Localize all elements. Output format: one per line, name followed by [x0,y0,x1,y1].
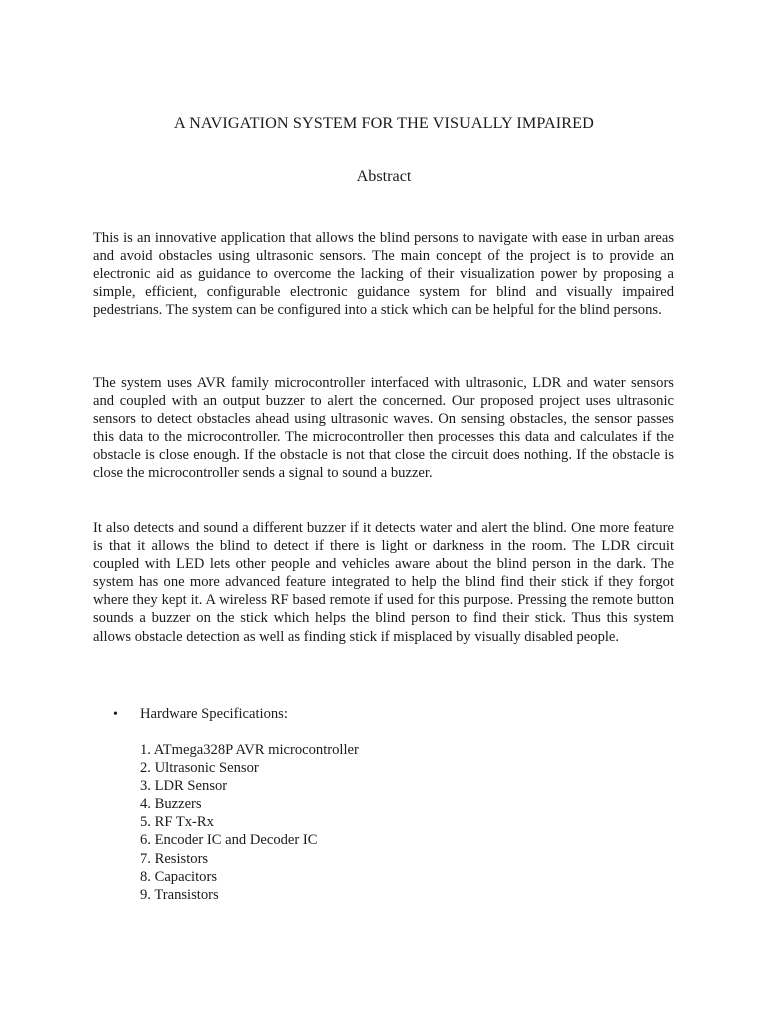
abstract-paragraph-3: It also detects and sound a different buzzer if it detects water and alert the blind. One more feature is that it allows the blind to detect if there is light or darkness in the room. The LDR circuit coupled with LED lets other people and vehicles aware about the blind person in the dark. The system has one more advanced feature integrated to help the blind find their stick if they forgot where they kept it. A wireless RF based remote if used for this purpose. Pressing the remote button sounds a buzzer on the stick which helps the blind person to find their stick. Thus this system allows obstacle detection as well as finding stick if misplaced by visually disabled people. [93,520,674,645]
abstract-heading: Abstract [356,167,412,185]
list-item: 5. RF Tx-Rx [140,814,214,831]
abstract-paragraph-2: The system uses AVR family microcontroller interfaced with ultrasonic, LDR and water sensors and coupled with an output buzzer to alert the concerned. Our proposed project uses ultrasonic sensors to detect obstacles ahead using ultrasonic waves. On sensing obstacles, the sensor passes this data to the microcontroller. The microcontroller then processes this data and calculates if the obstacle is close enough. If the obstacle is not that close the circuit does nothing. If the obstacle is close the microcontroller sends a signal to sound a buzzer. [93,375,674,482]
abstract-paragraph-1: This is an innovative application that allows the blind persons to navigate with ease in urban areas and avoid obstacles using ultrasonic sensors. The main concept of the project is to provide an electronic aid as guidance to overcome the lacking of their visualization power by proposing a simple, efficient, configurable electronic guidance system for blind and visually impaired pedestrians. The system can be configured into a stick which can be helpful for the blind persons. [93,230,674,319]
list-item: 7. Resistors [140,850,209,867]
list-item: 4. Buzzers [140,796,202,813]
list-item: 6. Encoder IC and Decoder IC [140,832,318,849]
hardware-spec-list [140,741,359,904]
hardware-specifications-bullet [113,705,288,724]
list-item: 8. Capacitors [140,868,218,885]
list-item: 9. Transistors [140,886,219,903]
hardware-specifications-label: Hardware Specifications: [140,706,288,722]
document-title: A NAVIGATION SYSTEM FOR THE VISUALLY IMPAIRED [174,114,594,132]
list-item: 3. LDR Sensor [140,778,228,795]
list-item: 2. Ultrasonic Sensor [140,760,259,777]
list-item: 1. ATmega328P AVR microcontroller [140,742,359,758]
bullet-icon: • [113,707,118,722]
